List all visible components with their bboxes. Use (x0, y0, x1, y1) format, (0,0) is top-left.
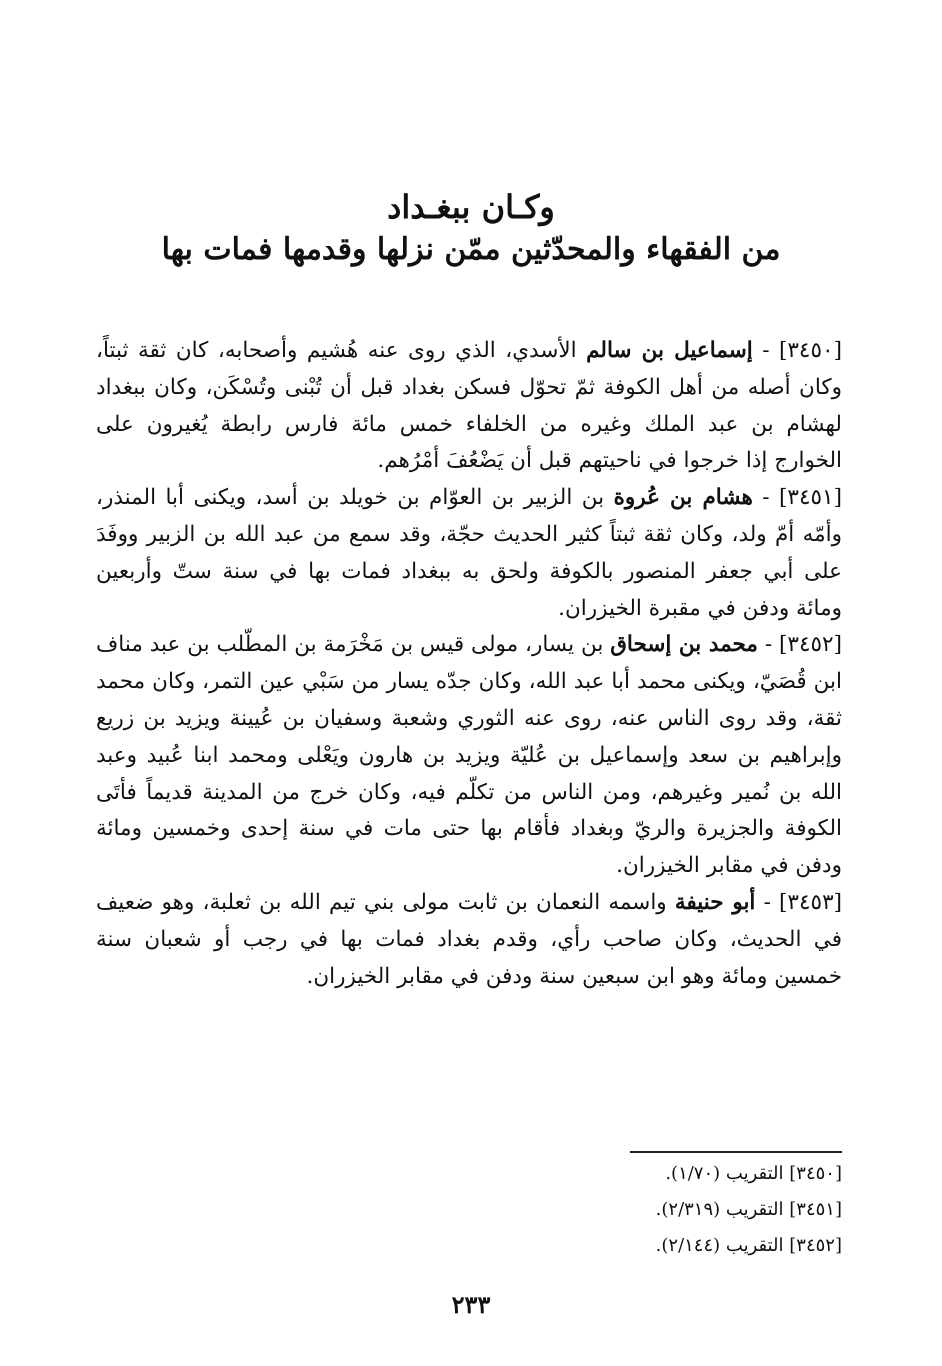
biography-entry-3452 (96, 627, 842, 885)
entry-number: [٣٤٥٠] - (762, 338, 842, 363)
entry-person-name: محمد بن إسحاق (610, 632, 758, 658)
footnotes (400, 1156, 842, 1264)
section-heading-subtitle: من الفقهاء والمحدّثين ممّن نزلها وقدمها فمات بها (161, 232, 781, 267)
footnote-divider (630, 1151, 842, 1153)
entry-number: [٣٤٥١] - (762, 485, 842, 511)
footnote-3451: [٣٤٥١] التقريب (٢/٣١٩). (655, 1199, 842, 1220)
entry-person-name: هشام بن عُروة (613, 485, 753, 511)
biography-entry-3451 (96, 480, 842, 627)
entry-text: بن يسار، مولى قيس بن مَخْرَمة بن المطّلب بن عبد مناف ابن قُصَيّ، ويكنى محمد أبا عبد الله، وكان جدّه يسار من سَبْي عين التمر، وكان محمد ثقة، وقد روى الناس عنه، روى عنه الثوري وشعبة وسفيان بن عُيينة ويزيد بن زريع وإبراهيم بن سعد وإسماعيل بن عُليّة ويزيد بن هارون ويَعْلى ومحمد ابنا عُبيد وعبد الله بن نُمير وغيرهم، ومن الناس من تكلّم فيه، وكان خرج من المدينة قديماً فأتَى الكوفة والجزيرة والريّ وبغداد فأقام بها حتى مات في سنة إحدى وخمسين ومائة ودفن في مقابر الخيزران. (96, 632, 842, 879)
footnote-3452: [٣٤٥٢] التقريب (٢/١٤٤). (655, 1235, 842, 1256)
entry-person-name: إسماعيل بن سالم (586, 338, 753, 363)
entry-person-name: أبو حنيفة (674, 889, 756, 915)
main-text (96, 333, 842, 995)
entry-text: واسمه النعمان بن ثابت مولى بني تيم الله بن ثعلبة، وهو ضعيف في الحديث، وكان صاحب رأي، وقدم بغداد فمات بها في رجب أو شعبان سنة خمسين ومائة وهو ابن سبعين سنة ودفن في مقابر الخيزران. (96, 889, 842, 989)
footnote-3450: [٣٤٥٠] التقريب (١/٧٠). (665, 1163, 842, 1184)
entry-text: بن الزبير بن العوّام بن خويلد بن أسد، ويكنى أبا المنذر، وأمّه أمّ ولد، وكان ثقة ثبتاً كثير الحديث حجّة، وقد سمع من عبد الله بن الزبير ووفَدَ على أبي جعفر المنصور بالكوفة ولحق به ببغداد فمات بها في سنة ستّ وأربعين ومائة ودفن في مقبرة الخيزران. (96, 485, 842, 621)
section-heading-title: وكـان ببغـداد (387, 188, 555, 226)
biography-entry-3450 (96, 333, 842, 480)
entry-number: [٣٤٥٢] - (764, 632, 842, 658)
biography-entry-3453 (96, 885, 842, 995)
page-number: ٢٣٣ (451, 1290, 491, 1319)
entry-number: [٣٤٥٣] - (763, 889, 843, 915)
entry-text: الأسدي، الذي روى عنه هُشيم وأصحابه، كان ثقة ثبتاً، وكان أصله من أهل الكوفة ثمّ تحوّل فسكن بغداد قبل أن تُبْنى وتُسْكَن، وكان ببغداد لهشام بن عبد الملك وغيره من الخلفاء خمس مائة فارس رابطة يُغيرون على الخوارج إذا خرجوا في ناحيتهم قبل أن يَضْعُفَ أمْرُهم. (96, 338, 842, 474)
